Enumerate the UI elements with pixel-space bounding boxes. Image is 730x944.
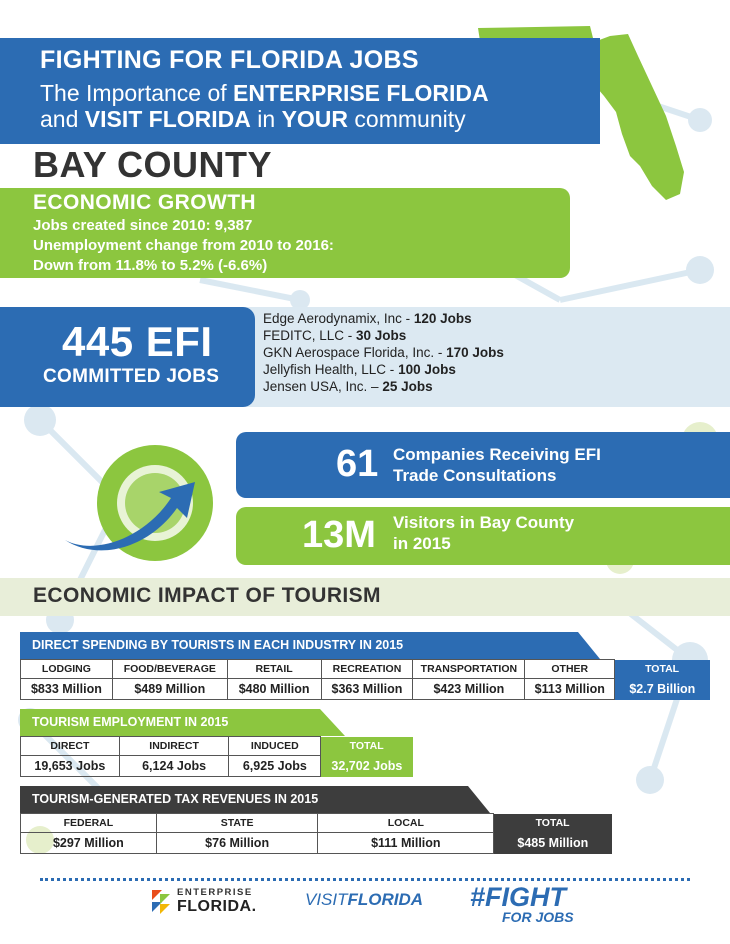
trade-consultations-box (236, 432, 730, 498)
employment-table (20, 736, 413, 777)
employment-table-title: TOURISM EMPLOYMENT IN 2015 (32, 715, 229, 729)
visitors-number: 13M (302, 514, 376, 556)
spending-table (20, 659, 710, 700)
table-total-cell: $2.7 Billion (615, 679, 710, 700)
page-title: FIGHTING FOR FLORIDA JOBS (40, 46, 419, 74)
table-header-cell: INDIRECT (119, 737, 229, 756)
table-cell: $113 Million (525, 679, 615, 700)
trade-consultations-number: 61 (336, 443, 379, 485)
efi-company-item: Jellyfish Health, LLC - 100 Jobs (263, 362, 456, 377)
footer-divider (40, 878, 690, 881)
visitors-box (236, 507, 730, 565)
unemployment-change-text: Unemployment change from 2010 to 2016: (33, 237, 334, 254)
efi-company-item: Jensen USA, Inc. – 25 Jobs (263, 379, 433, 394)
table-header-cell: RETAIL (227, 660, 321, 679)
unemployment-values-text: Down from 11.8% to 5.2% (-6.6%) (33, 257, 268, 274)
table-header-cell: DIRECT (21, 737, 120, 756)
visit-florida-logo: VISITFLORIDA (305, 890, 424, 909)
efi-company-item: FEDITC, LLC - 30 Jobs (263, 328, 407, 343)
enterprise-florida-mark-icon (152, 890, 170, 914)
table-header-cell: OTHER (525, 660, 615, 679)
subtitle-line-2: and VISIT FLORIDA in YOUR community (40, 106, 466, 132)
enterprise-florida-logo: ENTERPRISE FLORIDA. (152, 887, 282, 921)
table-header-cell: LOCAL (318, 814, 494, 833)
table-cell: $111 Million (318, 833, 494, 854)
table-cell: $480 Million (227, 679, 321, 700)
table-header-cell: TOTAL (615, 660, 710, 679)
table-cell: $423 Million (413, 679, 525, 700)
table-total-cell: $485 Million (494, 833, 612, 854)
economic-growth-title: ECONOMIC GROWTH (33, 191, 256, 214)
table-header-cell: TOTAL (321, 737, 413, 756)
tax-table (20, 813, 612, 854)
efi-company-item: GKN Aerospace Florida, Inc. - 170 Jobs (263, 345, 504, 360)
table-cell: $489 Million (112, 679, 227, 700)
table-cell: 6,925 Jobs (229, 756, 321, 777)
table-header-cell: STATE (156, 814, 318, 833)
table-cell: 19,653 Jobs (21, 756, 120, 777)
trade-consultations-label: Companies Receiving EFI Trade Consultations (393, 445, 601, 485)
tax-table-title: TOURISM-GENERATED TAX REVENUES IN 2015 (32, 792, 319, 806)
fight-for-jobs-logo: #FIGHT FOR JOBS (470, 882, 574, 925)
efi-jobs-label: COMMITTED JOBS (43, 366, 220, 387)
table-cell: $833 Million (21, 679, 113, 700)
spending-table-title: DIRECT SPENDING BY TOURISTS IN EACH INDUSTRY IN 2015 (32, 638, 404, 652)
subtitle-line-1: The Importance of ENTERPRISE FLORIDA (40, 80, 489, 106)
tourism-heading: ECONOMIC IMPACT OF TOURISM (33, 584, 381, 607)
county-heading: BAY COUNTY (33, 144, 273, 185)
table-cell: $297 Million (21, 833, 157, 854)
table-cell: $363 Million (321, 679, 413, 700)
jobs-created-text: Jobs created since 2010: 9,387 (33, 217, 253, 234)
efi-company-item: Edge Aerodynamix, Inc - 120 Jobs (263, 311, 472, 326)
efi-jobs-number: 445 EFI (62, 318, 213, 365)
table-header-cell: TRANSPORTATION (413, 660, 525, 679)
table-header-cell: FOOD/BEVERAGE (112, 660, 227, 679)
table-header-cell: LODGING (21, 660, 113, 679)
visitors-label: Visitors in Bay County in 2015 (393, 513, 575, 553)
table-header-cell: FEDERAL (21, 814, 157, 833)
table-header-cell: INDUCED (229, 737, 321, 756)
table-total-cell: 32,702 Jobs (321, 756, 413, 777)
growth-arrow-icon (55, 438, 225, 568)
table-header-cell: RECREATION (321, 660, 413, 679)
table-cell: $76 Million (156, 833, 318, 854)
table-cell: 6,124 Jobs (119, 756, 229, 777)
table-header-cell: TOTAL (494, 814, 612, 833)
